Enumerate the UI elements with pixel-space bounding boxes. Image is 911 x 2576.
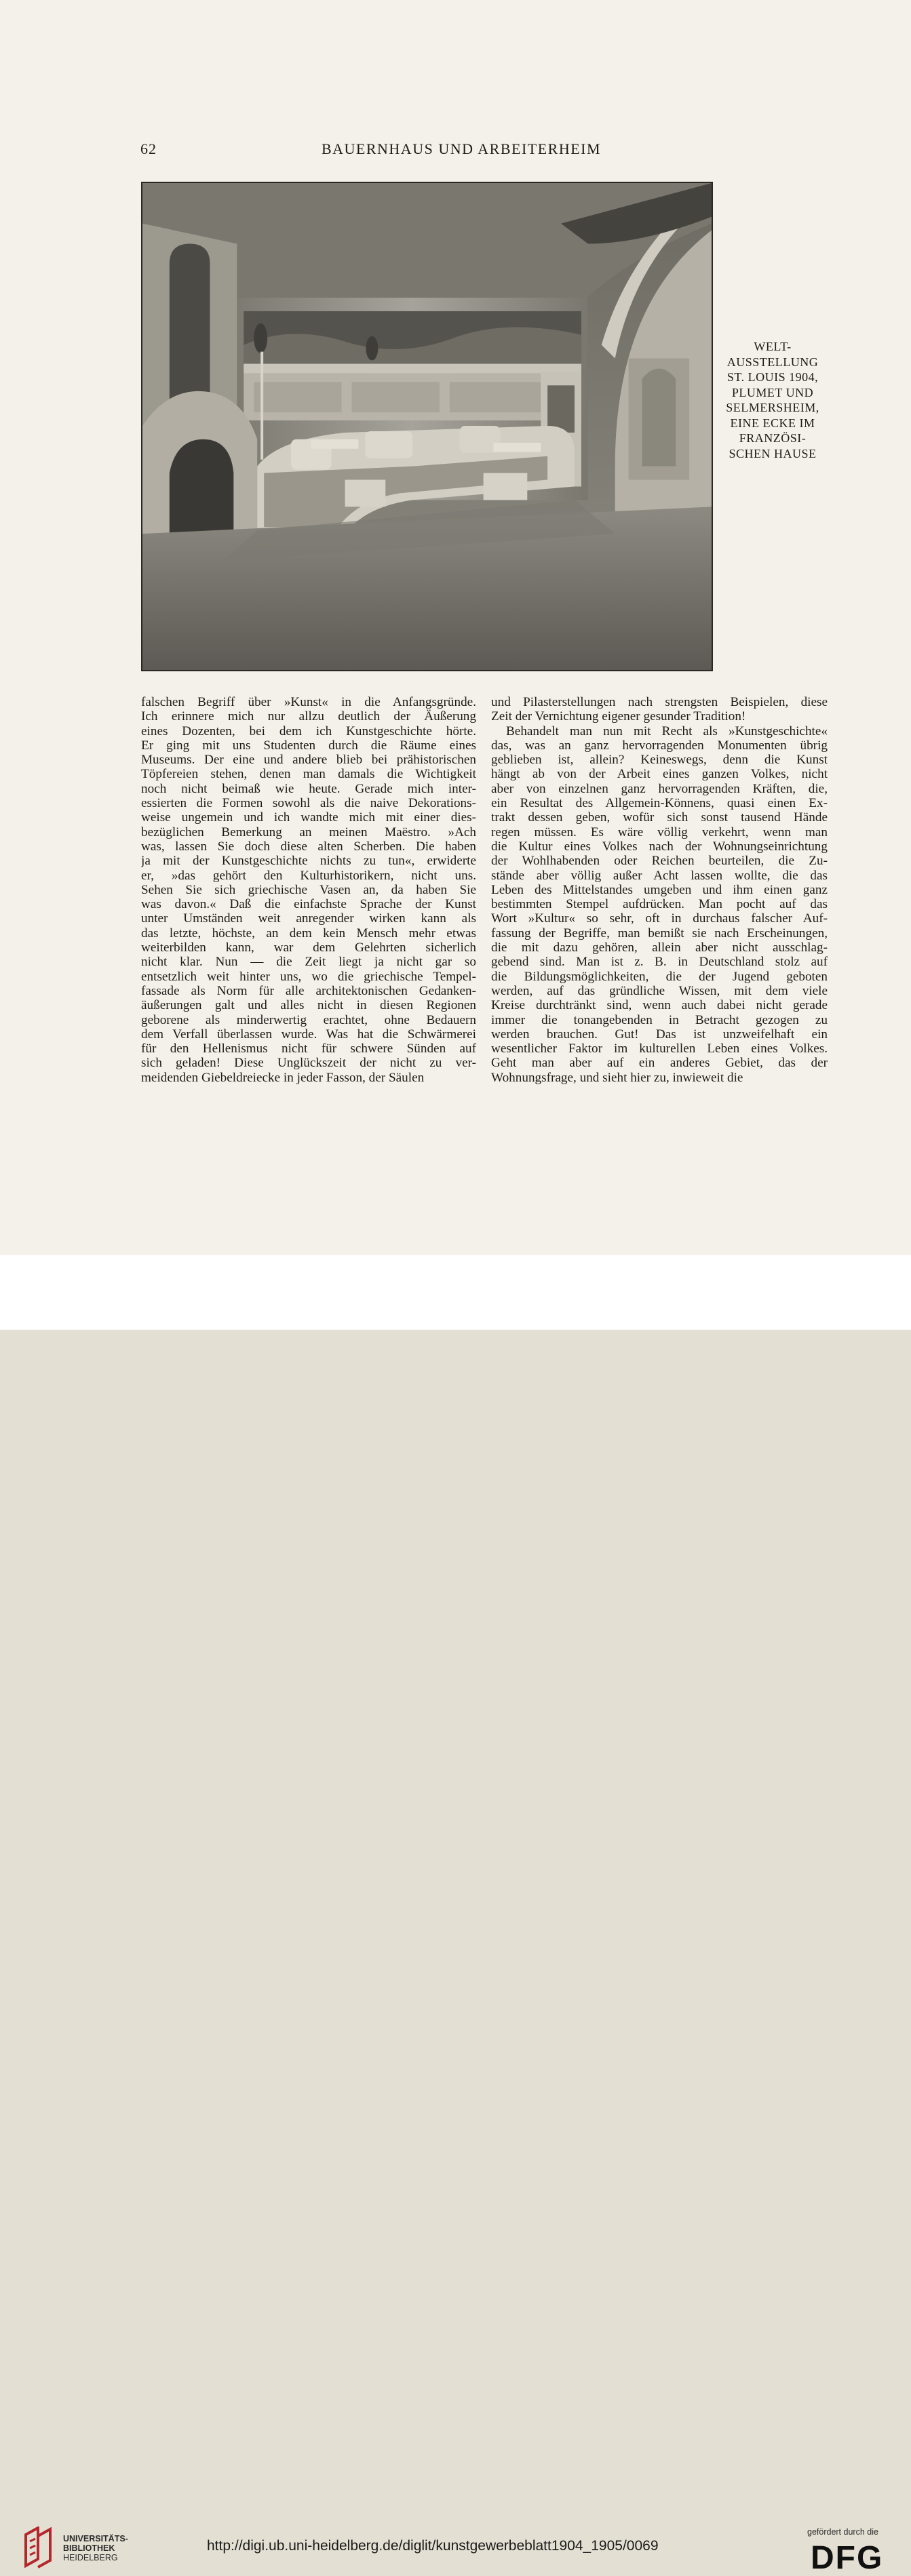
- text-line: geborene als minderwertig erachtet, ohne Bedauern: [141, 1012, 476, 1027]
- text-line: entsetzlich weit hinter uns, wo die griechische Tempel-: [141, 969, 476, 984]
- digitization-footer: [0, 1255, 911, 2576]
- text-line: die Bildungsmöglichkeiten, die der Jugend geboten: [491, 969, 828, 984]
- text-line: was davon.« Daß die einfachste Sprache der Kunst: [141, 897, 476, 912]
- page-number: 62: [140, 140, 157, 157]
- text-line: essierten die Formen sowohl als die naive Dekorations-: [141, 796, 476, 811]
- caption-line: EINE ECKE IM: [730, 416, 815, 430]
- text-line: sich geladen! Diese Unglückszeit der nicht zu ver-: [141, 1056, 476, 1071]
- text-line: Kreise durchtränkt sind, wenn auch dabei nicht gerade: [491, 998, 828, 1013]
- text-line: für den Hellenismus nicht für schwere Sünden auf: [141, 1042, 476, 1056]
- permalink-url[interactable]: http://digi.ub.uni-heidelberg.de/diglit/kunstgewerbeblatt1904_1905/0069: [207, 2538, 659, 2554]
- text-line: werden, auf das gründliche Wissen, mit dem viele: [491, 983, 828, 998]
- caption-line: SCHEN HAUSE: [729, 446, 817, 460]
- university-library-logo-icon: [20, 2527, 56, 2569]
- text-line: was, lassen Sie doch diese alten Scherben. Die haben: [141, 839, 476, 854]
- text-line: Töpfereien stehen, denen man damals die Wichtigkeit: [141, 767, 476, 782]
- library-name-line: UNIVERSITÄTS-: [63, 2534, 128, 2543]
- text-line: ein Resultat des Allgemein-Könnens, quasi einen Ex-: [491, 796, 828, 811]
- text-line: Behandelt man nun mit Recht als »Kunstgeschichte«: [506, 724, 828, 738]
- text-line: fassung der Begriffe, man bemißt sie nach Erscheinungen,: [491, 926, 828, 940]
- text-line: bezüglichen Bemerkung an meinen Maëstro. »Ach: [141, 825, 476, 839]
- caption-line: SELMERSHEIM,: [726, 401, 819, 414]
- running-title: BAUERNHAUS UND ARBEITERHEIM: [321, 140, 602, 157]
- funding-note: gefördert durch die: [807, 2527, 878, 2537]
- text-line: bestimmten Stempel aufdrücken. Man pocht auf das: [491, 897, 828, 912]
- text-line: wesentlicher Faktor im kulturellen Leben eines Volkes.: [491, 1042, 828, 1056]
- text-line: trakt dessen geben, wofür sich sonst tausend Hände: [491, 810, 828, 825]
- text-line: regen müssen. Es wäre völlig verkehrt, wenn man: [491, 825, 828, 839]
- text-line: immer die tonangebenden in Betracht gezogen zu: [491, 1012, 828, 1027]
- text-line: Wohnungsfrage, und sieht hier zu, inwieweit die: [491, 1070, 743, 1085]
- caption-line: WELT-: [754, 340, 792, 353]
- text-column-left: [141, 695, 476, 1085]
- text-line: unter Umständen weit anregender wirken kann als: [141, 911, 476, 926]
- photograph-illustration: [142, 183, 712, 670]
- text-line: geblieben ist, allein? Keineswegs, denn die Kunst: [491, 753, 828, 768]
- text-line: die mit dazu gehören, allein aber nicht ausschlag-: [491, 940, 828, 955]
- text-line: dem Verfall überlassen wurde. Was hat die Schwärmerei: [141, 1027, 476, 1042]
- library-name-line: HEIDELBERG: [63, 2553, 118, 2562]
- caption-line: ST. LOUIS 1904,: [726, 370, 819, 384]
- text-line: äußerungen galt und alles nicht in diesen Regionen: [141, 998, 476, 1013]
- text-line: Wort »Kultur« so sehr, oft in durchaus falscher Auf-: [491, 911, 828, 926]
- text-column-right: [491, 695, 828, 1085]
- library-name-line: BIBLIOTHEK: [63, 2543, 115, 2553]
- text-line: Ich erinnere mich nur allzu deutlich der Äußerung: [141, 709, 476, 724]
- scanned-page: [0, 0, 911, 1255]
- text-line: nicht klar. Nun — die Zeit liegt ja nicht gar so: [141, 955, 476, 970]
- library-name: [63, 2534, 128, 2562]
- text-line: hängt ab von der Arbeit eines ganzen Volkes, nicht: [491, 767, 828, 782]
- text-line: Zeit der Vernichtung eigener gesunder Tradition!: [491, 709, 746, 724]
- text-line: Geht man aber auf ein anderes Gebiet, das der: [491, 1056, 828, 1071]
- text-line: noch nicht beimaß wie heute. Gerade mich inter-: [141, 781, 476, 796]
- text-line: er, »das gehört den Kulturhistorikern, nicht uns.: [141, 868, 476, 883]
- text-line: weiterbilden kann, war dem Gelehrten sicherlich: [141, 940, 476, 955]
- caption-line: FRANZÖSI-: [739, 431, 807, 445]
- text-line: und Pilasterstellungen nach strengsten Beispielen, diese: [491, 695, 828, 709]
- text-line: werden brauchen. Gut! Das ist unzweifelhaft ein: [491, 1027, 828, 1042]
- text-line: weise ungemein und ich wandte mich mit einer dies-: [141, 810, 476, 825]
- text-line: das, was an ganz hervorragenden Monumenten übrig: [491, 738, 828, 753]
- text-line: aber von einzelnen ganz hervorragenden Kräften, die,: [491, 781, 828, 796]
- text-line: Sehen Sie sich griechische Vasen an, da haben Sie: [141, 882, 476, 897]
- interior-photograph: [141, 182, 713, 671]
- text-line: stände aber völlig außer Acht lassen wollte, die das: [491, 868, 828, 883]
- text-line: Er ging mit uns Studenten durch die Räume eines: [141, 738, 476, 753]
- text-line: eines Dozenten, bei dem ich Kunstgeschichte hörte.: [141, 724, 476, 738]
- dfg-logo: DFG: [811, 2540, 884, 2576]
- figure-caption: [715, 339, 830, 461]
- text-line: der Wohlhabenden oder Reichen beurteilen, die Zu-: [491, 854, 828, 869]
- text-line: Museums. Der eine und andere blieb bei prähistorischen: [141, 753, 476, 768]
- text-line: gebend sind. Man ist z. B. in Deutschland stolz auf: [491, 955, 828, 970]
- text-line: meidenden Giebeldreiecke in jeder Fasson, der Säulen: [141, 1070, 425, 1085]
- text-line: Leben des Mittelstandes umgeben und ihm einen ganz: [491, 882, 828, 897]
- caption-line: AUSSTELLUNG: [726, 355, 819, 369]
- text-line: ja mit der Kunstgeschichte nichts zu tun«, erwiderte: [141, 854, 476, 869]
- text-line: falschen Begriff über »Kunst« in die Anfangsgründe.: [141, 695, 476, 709]
- text-line: fassade als Norm für alle architektonischen Gedanken-: [141, 983, 476, 998]
- text-line: die Kultur eines Volkes nach der Wohnungseinrichtung: [491, 839, 828, 854]
- caption-line: PLUMET UND: [731, 385, 814, 399]
- text-line: das letzte, höchste, an dem kein Mensch mehr etwas: [141, 926, 476, 940]
